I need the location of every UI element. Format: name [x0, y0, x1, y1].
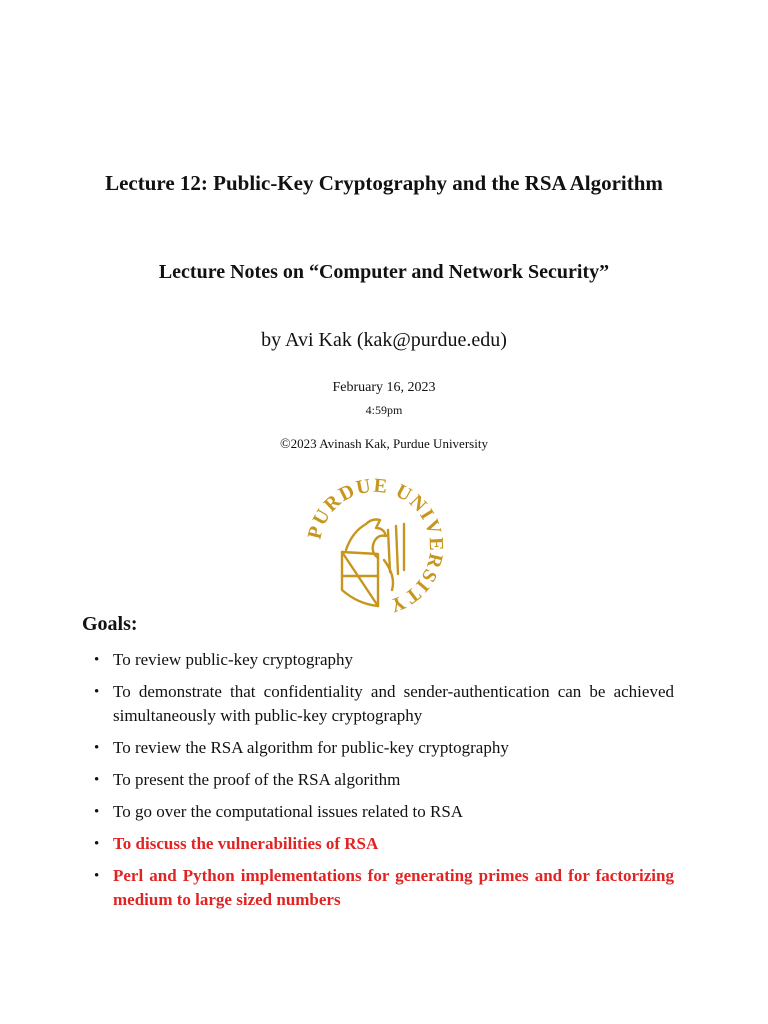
bullet-icon: • — [94, 772, 100, 788]
copyright-symbol: © — [280, 437, 291, 452]
bullet-icon: • — [94, 652, 100, 668]
copyright-text: 2023 Avinash Kak, Purdue University — [290, 436, 488, 451]
goal-text: To demonstrate that confidentiality and sender-authentication can be achieved simultaneously with public-key cryptography — [113, 682, 674, 725]
bullet-icon: • — [94, 836, 100, 852]
goal-text: To discuss the vulnerabilities of RSA — [113, 834, 379, 853]
goal-text: To go over the computational issues related to RSA — [113, 802, 464, 821]
goal-item — [94, 736, 674, 760]
goal-item — [94, 864, 674, 912]
seal-ring-text: PURDUE UNIVERSITY — [303, 474, 448, 618]
goals-list — [94, 648, 674, 920]
goal-item — [94, 680, 674, 728]
time: 4:59pm — [365, 403, 403, 417]
purdue-seal-logo — [300, 472, 450, 622]
lecture-title: Lecture 12: Public-Key Cryptography and the RSA Algorithm — [105, 171, 663, 195]
lecture-subtitle: Lecture Notes on “Computer and Network Security” — [158, 261, 610, 283]
goal-item — [94, 832, 674, 856]
goals-heading: Goals: — [82, 613, 138, 635]
goal-text: Perl and Python implementations for generating primes and for factorizing medium to large sized numbers — [113, 866, 674, 909]
goal-item — [94, 800, 674, 824]
bullet-icon: • — [94, 868, 100, 884]
copyright-line — [60, 434, 708, 455]
bullet-icon: • — [94, 740, 100, 756]
svg-text:PURDUE UNIVERSITY — [304, 475, 448, 617]
goal-text: To review the RSA algorithm for public-key cryptography — [113, 738, 509, 757]
bullet-icon: • — [94, 804, 100, 820]
goal-text: To present the proof of the RSA algorithm — [113, 770, 401, 789]
goal-item — [94, 648, 674, 672]
shield-diagonal — [342, 552, 378, 606]
griffin-wing-strokes — [388, 524, 404, 574]
goal-text: To review public-key cryptography — [113, 650, 354, 669]
goal-item — [94, 768, 674, 792]
bullet-icon: • — [94, 684, 100, 700]
author-line: by Avi Kak (kak@purdue.edu) — [261, 329, 507, 351]
date: February 16, 2023 — [332, 380, 436, 395]
